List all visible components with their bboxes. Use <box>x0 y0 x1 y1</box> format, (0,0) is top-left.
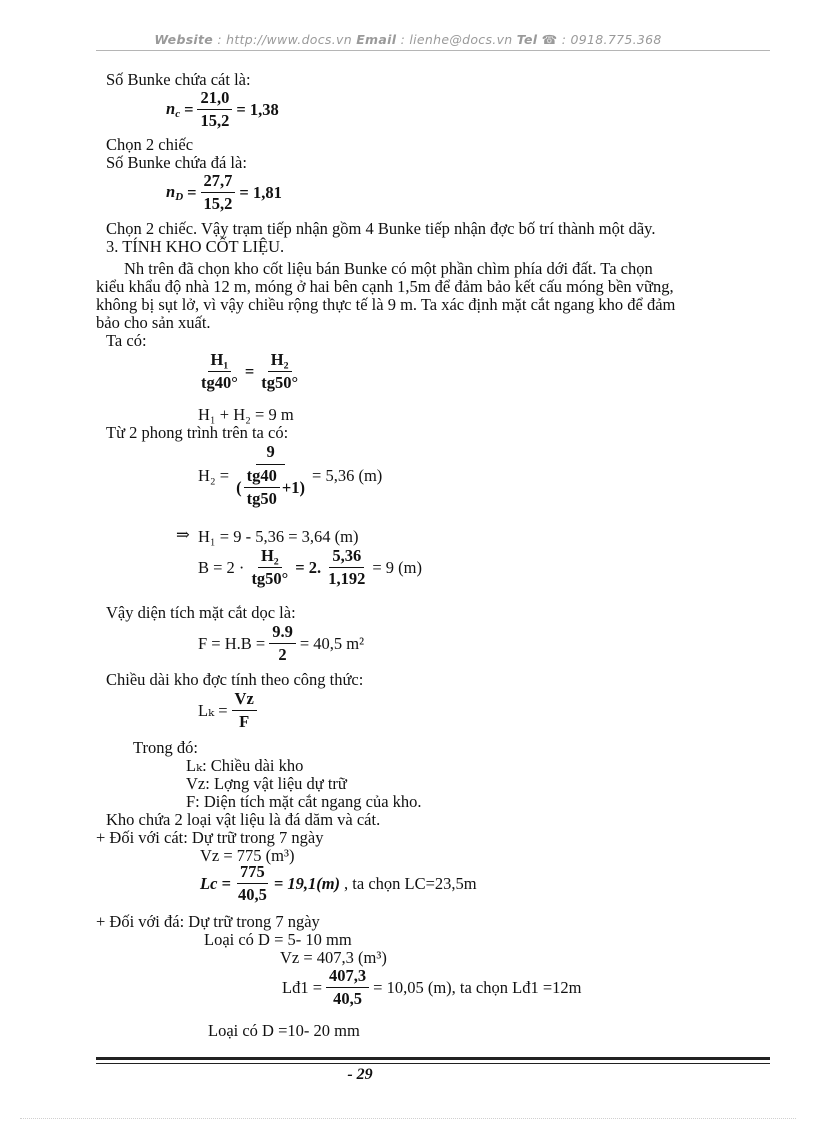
definition-line: F: Diện tích mặt cắt ngang của kho. <box>186 792 422 811</box>
eq-open: ( <box>236 477 242 497</box>
definition-line: Lₖ: Chiều dài kho <box>186 756 304 775</box>
website-value: : http://www.docs.vn <box>213 32 357 47</box>
eq-num: H₂ <box>268 350 292 372</box>
eq-tail: , ta chọn LC=23,5m <box>344 873 477 893</box>
tel-label: Tel <box>516 32 538 47</box>
equation-ld1 <box>282 966 581 1009</box>
equation-vz-stone: Vz = 407,3 (m³) <box>280 948 387 967</box>
text-line: Trong đó: <box>133 738 198 757</box>
eq-den: 15,2 <box>200 111 230 130</box>
eq-lhs: Lc = <box>200 873 231 893</box>
definition-line: Vz: Lợng vật liệu dự trữ <box>186 774 347 793</box>
eq-lhs: n <box>166 182 176 201</box>
eq-inner-den: tg50 <box>246 489 277 508</box>
eq-lhs: Lđ1 = <box>282 977 323 997</box>
eq-rhs: = 1,38 <box>236 99 279 119</box>
text-line: Vậy diện tích mặt cắt dọc là: <box>106 603 296 622</box>
equation-vz-sand: Vz = 775 (m³) <box>200 846 295 865</box>
equation-lk <box>198 689 257 732</box>
text-line: Chọn 2 chiếc. Vậy trạm tiếp nhận gồm 4 Bunke tiếp nhận đợc bố trí thành một dãy. <box>106 219 656 238</box>
eq-rhs: = 10,05 (m), ta chọn Lđ1 =12m <box>373 977 582 997</box>
footer-divider-thin <box>96 1063 770 1064</box>
paragraph-line: không bị sụt lở, vì vậy chiều rộng thực tế là 9 m. Ta xác định mặt cắt ngang kho để đảm <box>96 295 676 314</box>
eq-close: +1) <box>281 477 306 497</box>
eq-den: 40,5 <box>333 989 363 1008</box>
eq-num: Vz <box>232 689 257 711</box>
eq-den: tg40° <box>201 373 238 392</box>
text-line: Số Bunke chứa cát là: <box>106 70 251 89</box>
eq-lhs: F = H.B = <box>198 633 266 653</box>
eq-num: 775 <box>237 862 268 884</box>
eq-rhs: = 5,36 (m) <box>312 465 383 485</box>
text-line: + Đối với cát: Dự trữ trong 7 ngày <box>96 828 324 847</box>
eq-rhs: = 1,81 <box>239 182 282 202</box>
page-edge <box>20 1118 796 1119</box>
eq-lhs: n <box>166 99 176 118</box>
eq-rhs: = 9 (m) <box>372 557 422 577</box>
equation-h2 <box>198 442 382 509</box>
text-line: Chọn 2 chiếc <box>106 135 194 154</box>
paragraph-line: bảo cho sản xuất. <box>96 313 211 332</box>
eq-rhs: = 19,1(m) <box>273 873 341 893</box>
eq-num: 9.9 <box>269 622 296 644</box>
footer-divider <box>96 1057 770 1060</box>
section-heading: 3. TÍNH KHO CỐT LIỆU. <box>106 237 285 256</box>
text-line: Chiều dài kho đợc tính theo công thức: <box>106 670 364 689</box>
text-line: Kho chứa 2 loại vật liệu là đá dăm và cát. <box>106 810 381 829</box>
equation-b <box>198 546 422 589</box>
eq-den: 2 <box>278 645 287 664</box>
eq-num: 27,7 <box>201 171 236 193</box>
eq-den: F <box>239 712 250 731</box>
text-line: Số Bunke chứa đá là: <box>106 153 247 172</box>
eq-den: tg50° <box>251 569 289 588</box>
eq-lhs-sub: c <box>175 108 181 120</box>
eq-num: 5,36 <box>329 546 364 568</box>
eq-rhs: = 40,5 m² <box>299 633 365 653</box>
eq-inner-num: tg40 <box>244 466 280 488</box>
eq-mid: = 2. <box>295 557 322 577</box>
text-line: Từ 2 phong trình trên ta có: <box>106 423 289 442</box>
equation-sum: H₁ + H₂ = 9 m <box>198 405 294 424</box>
eq-den: 1,192 <box>328 569 366 588</box>
eq-lhs-sub: D <box>175 191 184 203</box>
equation-ratio <box>198 350 301 393</box>
tel-value: ☎ : 0918.775.368 <box>537 32 662 47</box>
text-line: Loại có D =10- 20 mm <box>208 1021 360 1040</box>
eq-lhs: Lₖ = <box>198 700 228 720</box>
eq-num: 21,0 <box>197 88 232 110</box>
eq-equals: = <box>244 361 255 381</box>
equation-h1: H₁ = 9 - 5,36 = 3,64 (m) <box>198 527 359 546</box>
text-line: Loại có D = 5- 10 mm <box>204 930 352 949</box>
eq-den: 15,2 <box>203 194 233 213</box>
eq-num: 407,3 <box>326 966 369 988</box>
page-number: - 29 <box>347 1066 373 1083</box>
eq-num: 9 <box>256 442 284 465</box>
equation-nc: $n_c$ = $\frac{21,0}{15,2}$ = 1,38 <box>166 88 279 130</box>
email-label: Email <box>356 32 397 47</box>
equation-lc <box>200 862 477 905</box>
paragraph-line: Nh trên đã chọn kho cốt liệu bán Bunke có một phần chìm phía dới đất. Ta chọn <box>124 259 653 278</box>
equation-f <box>198 622 364 665</box>
page-header <box>0 32 816 47</box>
text-line: + Đối với đá: Dự trữ trong 7 ngày <box>96 912 320 931</box>
eq-den: tg50° <box>261 373 299 392</box>
equation-nd: $n_D$ = $\frac{27,7}{15,2}$ = 1,81 <box>166 171 282 213</box>
header-divider <box>96 50 770 51</box>
email-value: : lienhe@docs.vn <box>396 32 517 47</box>
eq-den: 40,5 <box>237 885 267 904</box>
implies-arrow-icon: ⇒ <box>176 525 190 544</box>
eq-lhs: B = 2 · <box>198 557 245 577</box>
text-line: Ta có: <box>106 331 147 350</box>
eq-num: H₁ <box>208 350 232 372</box>
website-label: Website <box>154 32 214 47</box>
paragraph-line: kiểu khẩu độ nhà 12 m, móng ở hai bên cạnh 1,5m để đảm bảo kết cấu móng bền vững, <box>96 277 674 296</box>
eq-lhs: H₂ = <box>198 465 230 485</box>
eq-num: H₂ <box>258 546 282 568</box>
